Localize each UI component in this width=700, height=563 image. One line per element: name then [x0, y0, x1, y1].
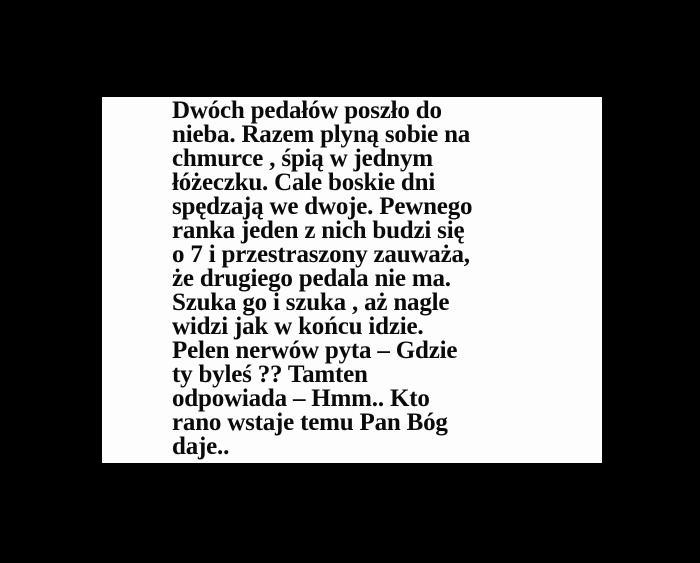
- joke-text-line: łóżeczku. Cale boskie dni: [172, 169, 436, 196]
- joke-text-line: Pelen nerwów pyta – Gdzie: [172, 337, 458, 364]
- joke-text-line: Dwóch pedałów poszło do: [172, 97, 442, 124]
- joke-text-line: ranka jeden z nich budzi się: [172, 217, 465, 244]
- joke-text-line: widzi jak w końcu idzie.: [172, 313, 424, 340]
- joke-text: [172, 99, 592, 459]
- joke-text-line: rano wstaje temu Pan Bóg: [172, 409, 448, 436]
- joke-text-line: spędzają we dwoje. Pewnego: [172, 193, 473, 220]
- joke-text-line: daje..: [172, 433, 230, 460]
- joke-text-line: nieba. Razem plyną sobie na: [172, 121, 471, 148]
- joke-text-line: że drugiego pedala nie ma.: [172, 265, 451, 292]
- joke-text-line: chmurce , śpią w jednym: [172, 145, 433, 172]
- joke-text-line: o 7 i przestraszony zauważa,: [172, 241, 470, 268]
- joke-text-line: Szuka go i szuka , aż nagle: [172, 289, 450, 316]
- joke-text-line: ty byleś ?? Tamten: [172, 361, 368, 388]
- joke-card: [102, 97, 602, 463]
- joke-text-line: odpowiada – Hmm.. Kto: [172, 385, 430, 412]
